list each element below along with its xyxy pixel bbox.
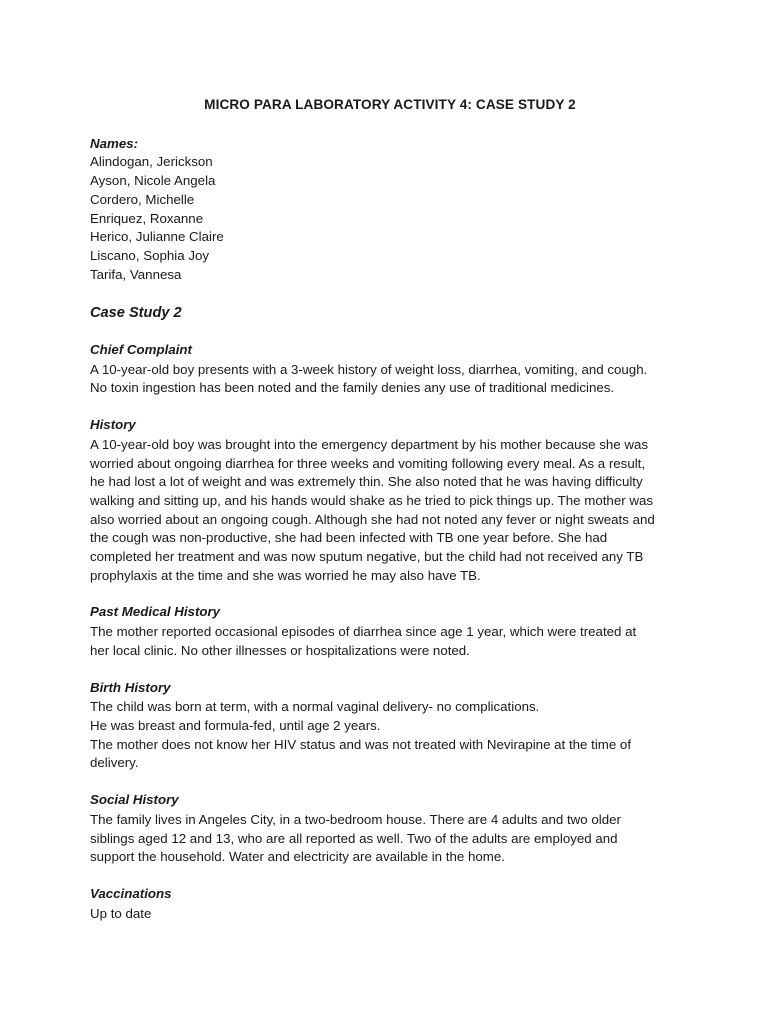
- section-heading: Vaccinations: [90, 885, 172, 901]
- paragraph-line: her local clinic. No other illnesses or hospitalizations were noted.: [90, 642, 470, 658]
- names-label: Names:: [90, 135, 139, 151]
- section-heading: Birth History: [90, 679, 171, 695]
- section-heading: History: [90, 417, 136, 433]
- name-item: Enriquez, Roxanne: [90, 210, 204, 226]
- paragraph-line: support the household. Water and electricity are available in the home.: [90, 849, 505, 865]
- section-vaccinations: [90, 885, 690, 923]
- paragraph-line: walking and sitting up, and his hands would shake as he tried to pick things up. The mother was: [90, 492, 653, 508]
- section-past-medical-history: [90, 603, 690, 660]
- paragraph-line: The child was born at term, with a normal vaginal delivery- no complications.: [90, 699, 540, 715]
- paragraph-line: No toxin ingestion has been noted and the family denies any use of traditional medicines.: [90, 380, 615, 396]
- paragraph-line: delivery.: [90, 755, 139, 771]
- name-item: Liscano, Sophia Joy: [90, 247, 210, 263]
- paragraph-line: A 10-year-old boy presents with a 3-week history of weight loss, diarrhea, vomiting, and cough.: [90, 361, 648, 377]
- name-item: Herico, Julianne Claire: [90, 229, 224, 245]
- section-heading: Past Medical History: [90, 604, 221, 620]
- section-birth-history: [90, 679, 690, 774]
- section-social-history: [90, 791, 690, 867]
- names-block: [90, 135, 690, 285]
- paragraph-line: prophylaxis at the time and she was worried he may also have TB.: [90, 567, 481, 583]
- document-page: [90, 96, 690, 941]
- section-chief-complaint: [90, 341, 690, 398]
- page-title: MICRO PARA LABORATORY ACTIVITY 4: CASE STUDY 2: [204, 97, 576, 112]
- paragraph-line: completed her treatment and was now sputum negative, but the child had not received any TB: [90, 549, 644, 565]
- case-study-heading: Case Study 2: [90, 305, 182, 322]
- paragraph-line: he had lost a lot of weight and was extremely thin. She also noted that he was having difficulty: [90, 474, 643, 490]
- name-item: Cordero, Michelle: [90, 191, 195, 207]
- paragraph-line: The mother reported occasional episodes of diarrhea since age 1 year, which were treated at: [90, 624, 637, 640]
- paragraph-line: the cough was non-productive, she had been infected with TB one year before. She had: [90, 530, 608, 546]
- name-item: Tarifa, Vannesa: [90, 266, 182, 282]
- paragraph-line: The mother does not know her HIV status and was not treated with Nevirapine at the time of: [90, 736, 632, 752]
- paragraph-line: Up to date: [90, 905, 152, 921]
- paragraph-line: also worried about an ongoing cough. Although she had not noted any fever or night sweats and: [90, 511, 655, 527]
- section-history: [90, 416, 690, 585]
- paragraph-line: The family lives in Angeles City, in a two-bedroom house. There are 4 adults and two older: [90, 811, 621, 827]
- paragraph-line: A 10-year-old boy was brought into the emergency department by his mother because she was: [90, 436, 649, 452]
- section-heading: Social History: [90, 792, 179, 808]
- paragraph-line: He was breast and formula-fed, until age 2 years.: [90, 717, 381, 733]
- name-item: Ayson, Nicole Angela: [90, 173, 216, 189]
- section-heading: Chief Complaint: [90, 342, 192, 358]
- paragraph-line: siblings aged 12 and 13, who are all reported as well. Two of the adults are employed and: [90, 830, 618, 846]
- name-item: Alindogan, Jerickson: [90, 154, 213, 170]
- paragraph-line: worried about ongoing diarrhea for three weeks and vomiting following every meal. As a result,: [90, 455, 646, 471]
